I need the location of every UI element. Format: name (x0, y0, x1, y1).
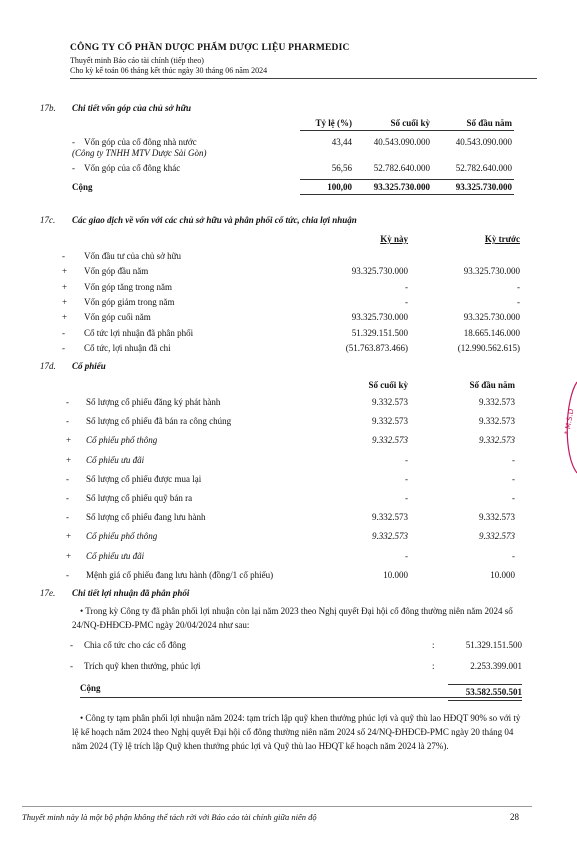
row-marker: - (66, 569, 69, 580)
row-this-period: 93.325.730.000 (351, 266, 408, 277)
row-marker: + (62, 296, 68, 307)
rule (80, 697, 522, 698)
rule (448, 700, 522, 701)
col-header-this-period: Kỳ này (380, 234, 408, 244)
row-label: Cổ phiếu phổ thông (86, 435, 158, 446)
row-start: - (512, 493, 515, 503)
row-start: 9.332.573 (479, 397, 515, 407)
row-marker: - (66, 397, 69, 407)
row-pct: 56,56 (331, 163, 352, 173)
total-start: 93.325.730.000 (455, 182, 512, 192)
section-title-17e: Chi tiết lợi nhuận đã phân phối (72, 588, 190, 598)
row-label: Vốn đầu tư của chủ sở hữu (84, 251, 181, 261)
row-this-period: (51.763.873.466) (345, 342, 408, 353)
row-pct: 43,44 (331, 137, 352, 147)
section-number-17b: 17b. (40, 103, 56, 113)
row-marker: - (66, 473, 69, 484)
row-start: 9.332.573 (479, 416, 515, 427)
paragraph-text: Công ty tạm phân phối lợi nhuận năm 2024: tạm trích lập quỹ khen thưởng phúc lợi và quỹ thù lao HĐQT 90% so với tỷ lệ kế hoạch năm 2024 theo Nghị quyết Đại hội cổ đông thường niên năm 2024 số 24/NQ-ĐHĐCĐ-PMC ngày 20 tháng 04 năm 2024 (Tỷ lệ trích lập Quỹ khen thưởng phúc lợi và Quỹ thù lao HĐQT kế hoạch năm 2024 là 27%). (72, 713, 521, 751)
row-marker: - (70, 661, 73, 671)
row-label: Vốn góp đầu năm (84, 266, 149, 277)
row-end: 40.543.090.000 (373, 137, 430, 147)
row-start: 9.332.573 (479, 435, 515, 446)
header-subtitle: Thuyết minh Báo cáo tài chính (tiếp theo) (70, 56, 204, 65)
col-header-pct: Tỷ lệ (%) (315, 118, 352, 128)
row-marker: - (66, 512, 69, 523)
row-marker: + (62, 312, 68, 323)
row-end: 9.332.573 (372, 416, 408, 427)
company-name: CÔNG TY CỔ PHẦN DƯỢC PHẨM DƯỢC LIỆU PHARMEDIC (70, 43, 350, 53)
row-label: Số lượng cổ phiếu được mua lại (86, 473, 202, 484)
row-marker: - (72, 137, 75, 147)
paragraph-text: Trong kỳ Công ty đã phân phối lợi nhuận còn lại năm 2023 theo Nghị quyết Đại hội cổ đông thường niên năm 2024 số 24/NQ-ĐHĐCĐ-PMC ngày 20/04/2024 như sau: (72, 606, 513, 630)
total-pct: 100,00 (327, 182, 352, 192)
row-prev-period: - (517, 296, 520, 307)
footer-note: Thuyết minh này là một bộ phận không thể tách rời với Báo cáo tài chính giữa niên độ (22, 812, 317, 822)
stamp-fragment-icon (557, 380, 577, 475)
row-this-period: 51.329.151.500 (351, 327, 408, 338)
row-prev-period: 93.325.730.000 (463, 312, 520, 323)
row-label: Cổ tức lợi nhuận đã phân phối (84, 327, 194, 338)
header-period: Cho kỳ kế toán 06 tháng kết thúc ngày 30 tháng 06 năm 2024 (70, 66, 268, 75)
row-marker: + (66, 435, 72, 446)
row-label: Cổ phiếu phổ thông (86, 531, 158, 542)
row-marker: - (62, 342, 65, 353)
row-label: Vốn góp giảm trong năm (84, 296, 175, 307)
row-label-note: (Công ty TNHH MTV Dược Sài Gòn) (72, 148, 207, 158)
col-header-start: Số đầu năm (466, 118, 512, 128)
row-label: Số lượng cổ phiếu đang lưu hành (86, 512, 206, 523)
section-title-17d: Cổ phiếu (72, 361, 106, 371)
row-prev-period: - (517, 281, 520, 292)
row-label: Số lượng cổ phiếu đăng ký phát hành (86, 397, 221, 407)
row-end: 10.000 (383, 569, 408, 580)
total-value: 53.582.550.501 (465, 687, 522, 697)
row-this-period: 93.325.730.000 (351, 312, 408, 323)
row-marker: + (62, 281, 68, 292)
row-marker: - (62, 251, 65, 261)
row-marker: - (66, 416, 69, 427)
row-label: Chia cổ tức cho các cổ đông (84, 640, 186, 650)
section-number-17e: 17e. (40, 588, 56, 598)
row-prev-period: 18.665.146.000 (463, 327, 520, 338)
row-this-period: - (405, 281, 408, 292)
section-number-17c: 17c. (40, 215, 56, 225)
row-end: 52.782.640.000 (373, 163, 430, 173)
total-label: Cộng (80, 683, 101, 693)
col-header-end: Số cuối kỳ (368, 380, 408, 390)
row-label: Trích quỹ khen thưởng, phúc lợi (84, 661, 201, 671)
rule (300, 130, 514, 131)
row-marker: + (66, 531, 72, 542)
row-end: - (405, 473, 408, 484)
section-title-17b: Chi tiết vốn góp của chủ sở hữu (72, 103, 191, 113)
row-value: 51.329.151.500 (465, 640, 522, 650)
col-header-start: Số đầu năm (469, 380, 515, 390)
bullet-icon: • (80, 713, 84, 723)
row-marker: + (66, 454, 72, 465)
row-label: Cổ phiếu ưu đãi (86, 454, 145, 465)
row-this-period: - (405, 296, 408, 307)
row-marker: + (66, 550, 72, 561)
col-header-end: Số cuối kỳ (390, 118, 430, 128)
row-label: Số lượng cổ phiếu quỹ bán ra (86, 493, 193, 503)
total-end: 93.325.730.000 (373, 182, 430, 192)
row-end: 9.332.573 (372, 512, 408, 523)
page-number: 28 (510, 812, 519, 822)
row-marker: + (62, 266, 68, 277)
row-marker: - (62, 327, 65, 338)
row-marker: - (66, 493, 69, 503)
row-label: Vốn góp tăng trong năm (84, 281, 172, 292)
row-marker: - (72, 163, 75, 173)
row-label: Số lượng cổ phiếu đã bán ra công chúng (86, 416, 232, 427)
row-colon: : (432, 661, 435, 671)
header-rule (70, 78, 537, 79)
section-title-17c: Các giao dịch về vốn với các chủ sở hữu và phân phối cổ tức, chia lợi nhuận (72, 215, 357, 225)
col-header-prev-period: Kỳ trước (484, 234, 520, 244)
footer-rule (22, 806, 532, 807)
svg-text:* M.S.D: * M.S.D (563, 408, 576, 436)
row-start: - (512, 550, 515, 561)
row-label: Vốn góp của cổ đông nhà nước (84, 137, 197, 147)
row-end: 9.332.573 (372, 531, 408, 542)
row-label: Vốn góp cuối năm (84, 312, 151, 323)
row-end: - (405, 550, 408, 561)
row-start: - (512, 473, 515, 484)
rule (448, 684, 522, 685)
paragraph (72, 604, 522, 632)
row-end: - (405, 454, 408, 465)
row-end: 9.332.573 (372, 435, 408, 446)
row-start: 40.543.090.000 (455, 137, 512, 147)
row-label: Cổ tức, lợi nhuận đã chi (84, 342, 171, 353)
row-start: 9.332.573 (479, 512, 515, 523)
section-number-17d: 17d. (40, 361, 56, 371)
rule (300, 179, 514, 180)
row-start: - (512, 454, 515, 465)
row-label: Cổ phiếu ưu đãi (86, 550, 145, 561)
paragraph (72, 711, 522, 753)
row-colon: : (432, 640, 435, 650)
row-label: Mệnh giá cổ phiếu đang lưu hành (đồng/1 cổ phiếu) (86, 569, 274, 580)
row-value: 2.253.399.001 (470, 661, 522, 671)
row-start: 9.332.573 (479, 531, 515, 542)
rule (300, 194, 514, 195)
row-prev-period: (12.990.562.615) (457, 342, 520, 353)
row-marker: - (70, 640, 73, 650)
total-label: Cộng (72, 182, 93, 192)
row-end: - (405, 493, 408, 503)
row-prev-period: 93.325.730.000 (463, 266, 520, 277)
row-label: Vốn góp của cổ đông khác (84, 163, 181, 173)
row-start: 52.782.640.000 (455, 163, 512, 173)
bullet-icon: • (80, 606, 84, 616)
row-end: 9.332.573 (372, 397, 408, 407)
row-start: 10.000 (490, 569, 515, 580)
